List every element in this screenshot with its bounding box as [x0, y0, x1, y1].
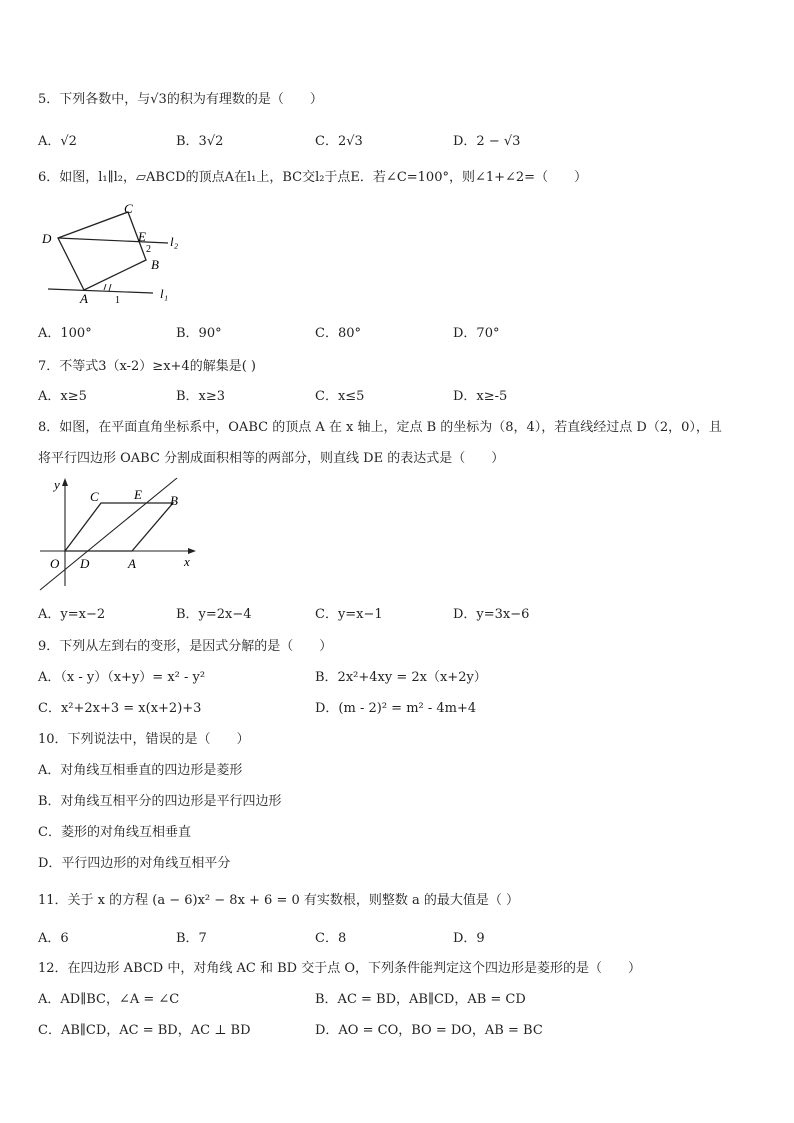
q11-option-c: C．8: [315, 931, 347, 946]
q8-label-x: x: [184, 554, 190, 569]
q6-option-b: B．90°: [176, 326, 222, 341]
q11-option-b: B．7: [176, 931, 207, 946]
q12-option-d: D．AO = CO，BO = DO，AB = BC: [315, 1023, 543, 1038]
q8-label-y: y: [54, 477, 60, 492]
q9-option-c: C．x²+2x+3 = x(x+2)+3: [38, 701, 202, 716]
q8-label-d: D: [80, 556, 90, 571]
q6-option-c: C．80°: [315, 326, 361, 341]
q8-label-e: E: [134, 487, 142, 502]
q5-stem: 5．下列各数中，与√3的积为有理数的是（ ）: [38, 92, 323, 107]
q5-option-b: B．3√2: [176, 134, 224, 149]
q8-label-o: O: [50, 556, 60, 571]
q7-option-a: A．x≥5: [38, 389, 87, 404]
q11-option-d: D．9: [453, 931, 485, 946]
q12-stem: 12．在四边形 ABCD 中，对角线 AC 和 BD 交于点 O，下列条件能判定这个四边形是菱形的是（ ）: [38, 961, 641, 976]
q9-stem: 9．下列从左到右的变形，是因式分解的是（ ）: [38, 639, 333, 654]
q8-label-c: C: [90, 489, 99, 504]
q6-option-a: A．100°: [38, 326, 92, 341]
q8-figure: [36, 476, 201, 594]
q10-option-b: B．对角线互相平分的四边形是平行四边形: [38, 794, 282, 809]
q8-label-a: A: [128, 556, 136, 571]
q8-option-d: D．y=3x−6: [453, 607, 530, 622]
q6-label-a: A: [80, 291, 88, 306]
q8-stem-line1: 8．如图，在平面直角坐标系中，OABC 的顶点 A 在 x 轴上，定点 B 的坐标为（8，4），若直线经过点 D（2，0），且: [38, 420, 722, 435]
q12-option-c: C．AB∥CD，AC = BD，AC ⊥ BD: [38, 1023, 251, 1038]
q5-option-c: C．2√3: [315, 134, 363, 149]
q6-label-c: C: [124, 201, 133, 216]
q8-option-c: C．y=x−1: [315, 607, 383, 622]
q9-option-b: B．2x²+4xy = 2x（x+2y）: [315, 670, 487, 685]
q10-option-d: D．平行四边形的对角线互相平分: [38, 856, 231, 871]
q5-option-d: D．2 − √3: [453, 134, 521, 149]
q6-label-l2: l₂: [170, 234, 179, 249]
q10-stem: 10．下列说法中，错误的是（ ）: [38, 732, 250, 747]
q11-stem: 11．关于 x 的方程 (a − 6)x² − 8x + 6 = 0 有实数根，则整数 a 的最大值是（ ）: [38, 893, 520, 908]
q7-option-d: D．x≥-5: [453, 389, 508, 404]
q8-label-b: B: [170, 493, 178, 508]
q12-option-b: B．AC = BD，AB∥CD，AB = CD: [315, 992, 526, 1007]
q7-stem: 7．不等式3（x-2）≥x+4的解集是( ): [38, 359, 256, 374]
q6-label-2: 2: [146, 244, 151, 255]
q6-figure: [38, 200, 198, 310]
q8-stem-line2: 将平行四边形 OABC 分割成面积相等的两部分，则直线 DE 的表达式是（ ）: [38, 451, 505, 466]
q6-label-b: B: [151, 257, 159, 272]
q6-stem: 6．如图，l₁∥l₂，▱ABCD的顶点A在l₁上，BC交l₂于点E．若∠C=100°，则∠1+∠2=（ ）: [38, 170, 588, 185]
q9-option-a: A．（x - y）（x+y）= x² - y²: [38, 670, 206, 685]
q11-option-a: A．6: [38, 931, 69, 946]
q6-label-d: D: [42, 231, 52, 246]
q8-option-b: B．y=2x−4: [176, 607, 252, 622]
q6-option-d: D．70°: [453, 326, 500, 341]
q7-option-b: B．x≥3: [176, 389, 226, 404]
q6-label-1: 1: [115, 295, 120, 306]
q5-option-a: A．√2: [38, 134, 77, 149]
q6-label-e: E: [138, 229, 146, 244]
q8-option-a: A．y=x−2: [38, 607, 106, 622]
q10-option-a: A．对角线互相垂直的四边形是菱形: [38, 763, 243, 778]
q12-option-a: A．AD∥BC，∠A = ∠C: [38, 992, 180, 1007]
q10-option-c: C．菱形的对角线互相垂直: [38, 825, 191, 840]
q9-option-d: D．(m - 2)² = m² - 4m+4: [315, 701, 477, 716]
q6-label-l1: l₁: [160, 286, 169, 301]
q7-option-c: C．x≤5: [315, 389, 365, 404]
